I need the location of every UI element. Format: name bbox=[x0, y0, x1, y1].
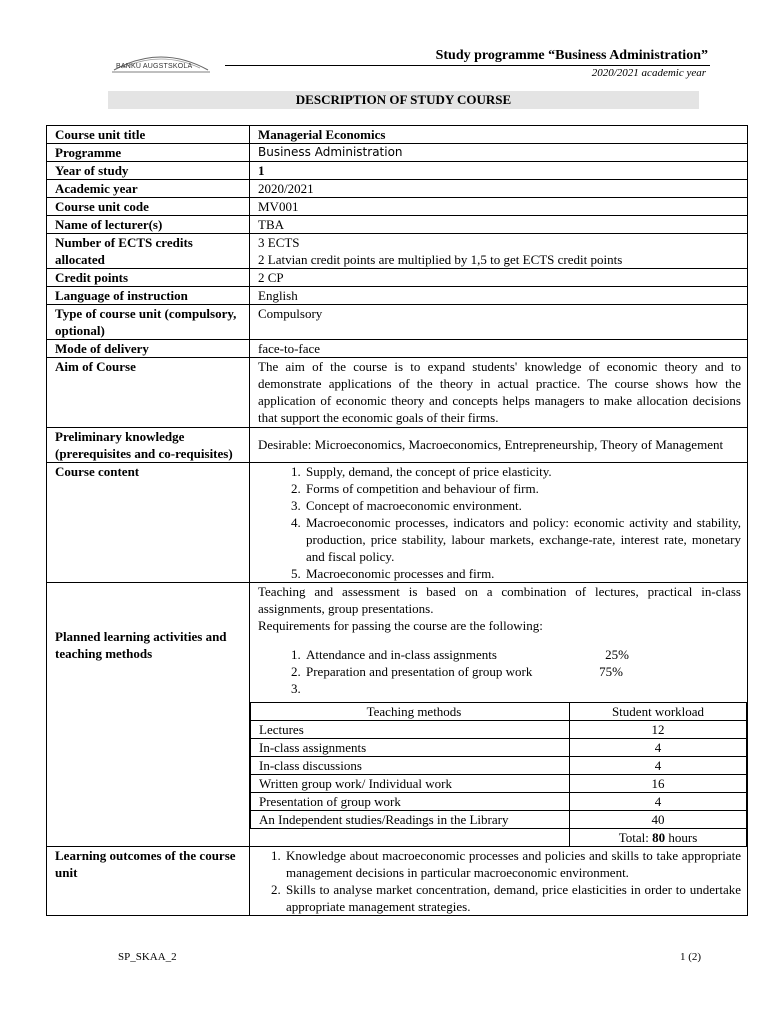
row-label: Name of lecturer(s) bbox=[47, 216, 250, 234]
learning-outcomes-list bbox=[258, 847, 741, 915]
row-label: Mode of delivery bbox=[47, 340, 250, 358]
row-label: Course content bbox=[47, 463, 250, 583]
table-row bbox=[251, 829, 747, 847]
workload-hours: 12 bbox=[570, 721, 747, 739]
workload-method: Written group work/ Individual work bbox=[251, 775, 570, 793]
list-item: 4. Macroeconomic processes, indicators and policy: economic activity and stability, production, price stability, labour markets, exchange-rate, interest rate, monetary and fiscal policy. bbox=[304, 514, 741, 565]
row-label: Preliminary knowledge (prerequisites and co-requisites) bbox=[47, 428, 250, 463]
list-item: 2. Skills to analyse market concentration, demand, price elasticities in order to undertake appropriate management strategies. bbox=[284, 881, 741, 915]
table-row bbox=[47, 126, 748, 144]
table-row bbox=[47, 847, 748, 916]
row-label: Course unit title bbox=[47, 126, 250, 144]
logo-text: BANKU AUGSTSKOLA bbox=[116, 63, 193, 70]
aim-value: The aim of the course is to expand students' knowledge of economic theory and to demonstrate applications of the theory in actual practice. The course shows how the application of economic theory and concepts helps managers to make allocation decisions that support the economic goals of their firms. bbox=[250, 358, 748, 428]
logo-emblem-icon bbox=[112, 50, 210, 74]
page-number: 1 (2) bbox=[680, 951, 702, 963]
table-row bbox=[251, 811, 747, 829]
table-row bbox=[47, 287, 748, 305]
workload-method: Lectures bbox=[251, 721, 570, 739]
table-row bbox=[47, 162, 748, 180]
header-divider bbox=[225, 65, 710, 66]
column-header: Teaching methods bbox=[251, 703, 570, 721]
requirement-text: Attendance and in-class assignments bbox=[306, 647, 497, 662]
document-code: SP_SKAA_2 bbox=[118, 951, 177, 963]
table-row bbox=[47, 358, 748, 428]
requirements-list bbox=[258, 646, 741, 697]
lecturer-value: TBA bbox=[250, 216, 748, 234]
ects-line-1: 3 ECTS bbox=[258, 235, 300, 250]
course-type-value: Compulsory bbox=[250, 305, 748, 340]
workload-method: Presentation of group work bbox=[251, 793, 570, 811]
ects-line-2: 2 Latvian credit points are multiplied by 1,5 to get ECTS credit points bbox=[258, 252, 623, 267]
list-item bbox=[304, 646, 741, 663]
course-content-list bbox=[258, 463, 741, 582]
total-suffix: hours bbox=[665, 830, 698, 845]
requirement-text: Preparation and presentation of group work bbox=[306, 664, 533, 679]
total-prefix: Total: bbox=[618, 830, 653, 845]
course-code-value: MV001 bbox=[250, 198, 748, 216]
credit-points-value: 2 CP bbox=[250, 269, 748, 287]
list-item: 3. Concept of macroeconomic environment. bbox=[304, 497, 741, 514]
table-row bbox=[251, 721, 747, 739]
row-label: Course unit code bbox=[47, 198, 250, 216]
language-value: English bbox=[250, 287, 748, 305]
workload-method: An Independent studies/Readings in the Library bbox=[251, 811, 570, 829]
year-of-study-value: 1 bbox=[250, 162, 748, 180]
workload-hours: 4 bbox=[570, 793, 747, 811]
planned-intro: Teaching and assessment is based on a combination of lectures, practical in-class assignments, group presentations. bbox=[258, 584, 741, 616]
row-label: Programme bbox=[47, 144, 250, 162]
workload-method: In-class discussions bbox=[251, 757, 570, 775]
table-row bbox=[47, 216, 748, 234]
row-label: Aim of Course bbox=[47, 358, 250, 428]
requirement-percent: 25% bbox=[605, 647, 629, 662]
table-row bbox=[251, 703, 747, 721]
row-label: Language of instruction bbox=[47, 287, 250, 305]
table-row bbox=[251, 757, 747, 775]
total-hours: 80 bbox=[652, 830, 666, 845]
table-row bbox=[47, 428, 748, 463]
course-content-value bbox=[250, 463, 748, 583]
list-item: 1. Knowledge about macroeconomic processes and policies and skills to take appropriate management decisions in particular macroeconomic environment. bbox=[284, 847, 741, 881]
table-row bbox=[47, 144, 748, 162]
workload-hours: 16 bbox=[570, 775, 747, 793]
list-item: 5. Macroeconomic processes and firm. bbox=[304, 565, 741, 582]
course-title-value: Managerial Economics bbox=[250, 126, 748, 144]
ects-value bbox=[250, 234, 748, 269]
row-label: Academic year bbox=[47, 180, 250, 198]
academic-year-line: 2020/2021 academic year bbox=[591, 67, 706, 79]
workload-table bbox=[250, 702, 747, 847]
table-row bbox=[47, 180, 748, 198]
list-item bbox=[304, 663, 741, 680]
table-row bbox=[251, 739, 747, 757]
table-row bbox=[47, 305, 748, 340]
table-row bbox=[47, 463, 748, 583]
row-label: Number of ECTS credits allocated bbox=[47, 234, 250, 269]
empty-cell bbox=[251, 829, 570, 847]
table-row bbox=[47, 234, 748, 269]
table-row bbox=[47, 269, 748, 287]
list-item bbox=[304, 680, 741, 697]
workload-hours: 40 bbox=[570, 811, 747, 829]
table-row bbox=[251, 775, 747, 793]
delivery-mode-value: face-to-face bbox=[250, 340, 748, 358]
row-label: Credit points bbox=[47, 269, 250, 287]
university-logo bbox=[112, 50, 210, 74]
row-label: Planned learning activities and teaching methods bbox=[47, 583, 250, 847]
row-label: Learning outcomes of the course unit bbox=[47, 847, 250, 916]
list-item: 1. Supply, demand, the concept of price elasticity. bbox=[304, 463, 741, 480]
column-header: Student workload bbox=[570, 703, 747, 721]
row-label: Year of study bbox=[47, 162, 250, 180]
learning-outcomes-value bbox=[250, 847, 748, 916]
table-row bbox=[251, 793, 747, 811]
table-row bbox=[47, 198, 748, 216]
table-row bbox=[47, 583, 748, 847]
planned-activities-value bbox=[250, 583, 748, 847]
table-row bbox=[47, 340, 748, 358]
list-item: 2. Forms of competition and behaviour of firm. bbox=[304, 480, 741, 497]
course-description-table bbox=[46, 125, 748, 916]
requirements-title: Requirements for passing the course are the following: bbox=[258, 618, 543, 633]
workload-hours: 4 bbox=[570, 757, 747, 775]
requirement-percent: 75% bbox=[599, 664, 623, 679]
row-label: Type of course unit (compulsory, optional) bbox=[47, 305, 250, 340]
programme-value: Business Administration bbox=[250, 144, 748, 162]
prerequisites-value: Desirable: Microeconomics, Macroeconomics, Entrepreneurship, Theory of Management bbox=[250, 428, 748, 463]
workload-hours: 4 bbox=[570, 739, 747, 757]
programme-title: Study programme “Business Administration” bbox=[435, 48, 708, 63]
academic-year-value: 2020/2021 bbox=[250, 180, 748, 198]
section-title: DESCRIPTION OF STUDY COURSE bbox=[108, 91, 699, 109]
workload-method: In-class assignments bbox=[251, 739, 570, 757]
workload-total bbox=[570, 829, 747, 847]
